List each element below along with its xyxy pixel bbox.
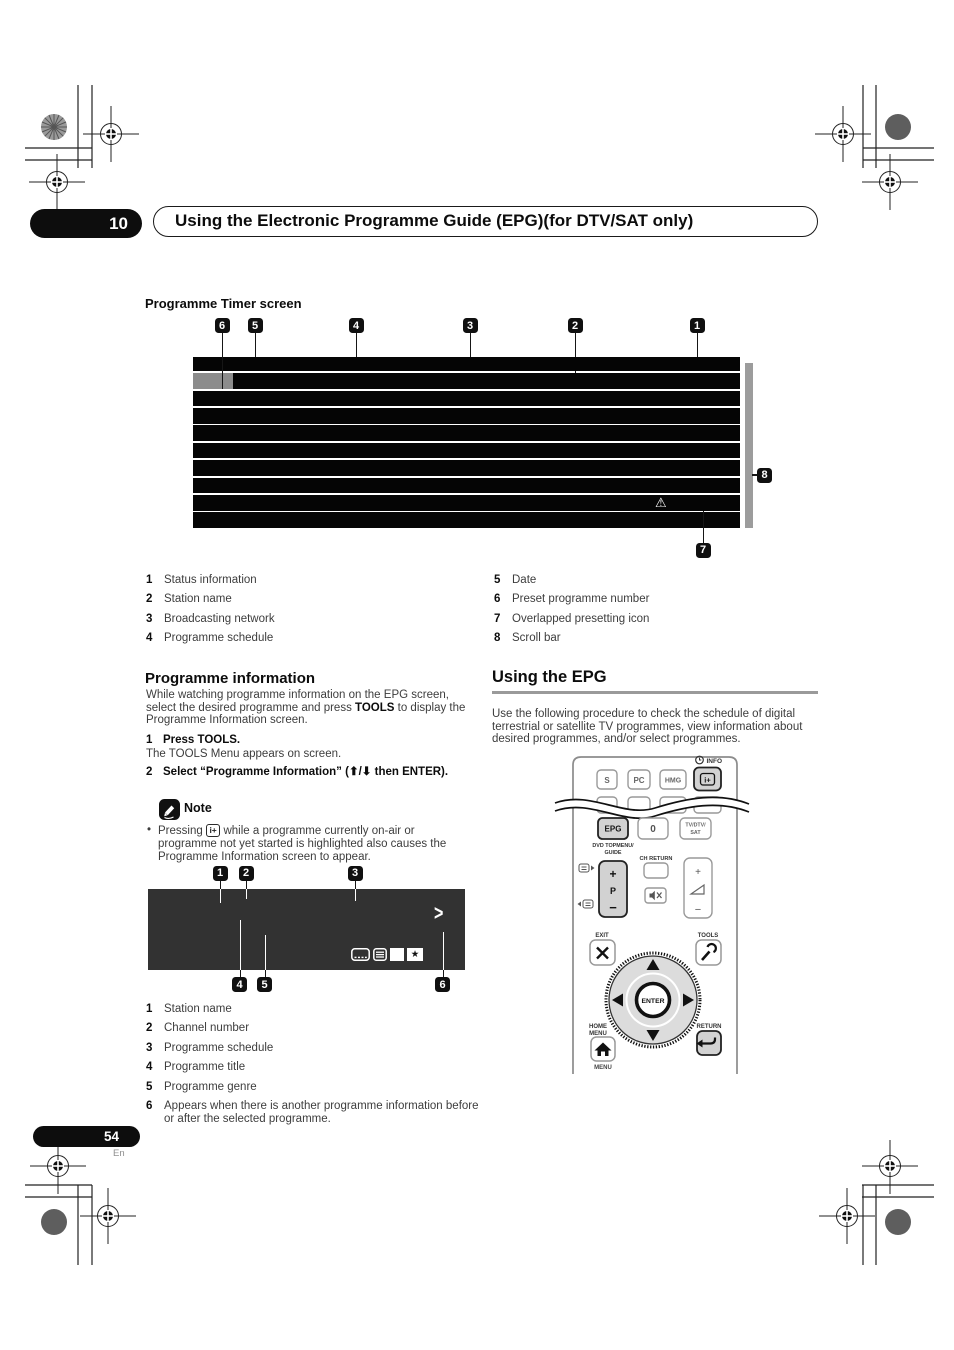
- info-callout-4: 4: [232, 977, 247, 992]
- note-text: [158, 824, 476, 864]
- leader-line: [443, 970, 444, 977]
- info-label: INFO: [706, 758, 723, 765]
- callout-8: 8: [757, 468, 772, 483]
- favourite-star-icon: ★: [407, 948, 423, 961]
- programme-information-heading: Programme information: [145, 670, 316, 687]
- legend-num: 5: [494, 574, 501, 586]
- dvd-topmenu-label-2: GUIDE: [604, 850, 622, 856]
- teletext-icon: [373, 948, 387, 961]
- timer-row: [193, 373, 740, 389]
- programme-rocker-label: P: [609, 886, 617, 896]
- info-callout-3: 3: [348, 866, 363, 881]
- legend-label: Appears when there is another programme information before or after the selected programme.: [164, 1099, 479, 1125]
- subtitle-icon: [351, 948, 370, 961]
- step-title: Press TOOLS.: [163, 734, 241, 746]
- legend-num: 1: [146, 1003, 153, 1015]
- intro-text: While watching programme information on the EPG screen, select the desired programme and press: [146, 689, 449, 714]
- timer-row: [193, 443, 740, 459]
- warning-icon: ⚠: [655, 494, 667, 510]
- legend-item: [146, 1100, 486, 1126]
- legend-label: Scroll bar: [512, 632, 561, 645]
- legend-num: 6: [146, 1099, 153, 1112]
- using-epg-heading: Using the EPG: [492, 668, 607, 686]
- legend-num: 4: [146, 632, 153, 645]
- timer-row: [193, 460, 740, 476]
- legend-item: [494, 574, 649, 587]
- legend-num: 1: [146, 574, 153, 586]
- legend-item: [146, 1003, 486, 1016]
- step-1-body: The TOOLS Menu appears on screen.: [146, 748, 342, 760]
- callout-5: 5: [248, 318, 263, 333]
- volume-down-label: −: [694, 904, 702, 916]
- legend-num: 3: [146, 612, 153, 625]
- step-num: 1: [146, 734, 153, 746]
- callout-1: 1: [690, 318, 705, 333]
- pc-button-label: PC: [633, 776, 645, 785]
- programme-up-label: +: [609, 867, 617, 881]
- leader-line: [265, 970, 266, 977]
- page-title: Using the Electronic Programme Guide (EPG)(for DTV/SAT only): [153, 206, 818, 237]
- leader-line: [220, 889, 221, 903]
- enter-button-label: ENTER: [641, 997, 665, 1005]
- legend-item: [494, 632, 649, 645]
- legend-label: Broadcasting network: [164, 612, 275, 625]
- timer-row: [193, 408, 740, 424]
- legend-item: [146, 613, 275, 626]
- info-screen-legend: [146, 1003, 486, 1132]
- legend-item: [146, 1022, 486, 1035]
- info-plus-icon: i+: [206, 824, 220, 837]
- ch-return-label: CH RETURN: [639, 856, 673, 862]
- programme-down-label: −: [609, 900, 617, 915]
- info-callout-1: 1: [213, 866, 228, 881]
- note-bullet-dot: •: [147, 824, 152, 836]
- programme-attribute-icons: [351, 948, 423, 961]
- legend-item: [146, 1061, 486, 1074]
- dvd-topmenu-label-1: DVD TOPMENU/: [592, 843, 634, 849]
- legend-num: 2: [146, 1022, 153, 1035]
- registration-marks-top-right: [794, 85, 934, 215]
- step-num: 2: [146, 766, 153, 778]
- timer-status-bar: [193, 357, 740, 371]
- exit-label: EXIT: [595, 933, 609, 939]
- info-button-label: i+: [704, 775, 711, 785]
- tv-dtv-sat-label-1: TV/DTV/: [685, 822, 706, 829]
- note-heading: Note: [184, 801, 212, 815]
- info-callout-2: 2: [239, 866, 254, 881]
- ch-return-button: [644, 863, 668, 878]
- section-rule: [492, 691, 818, 694]
- scroll-bar: [745, 363, 753, 528]
- leader-line: [240, 920, 241, 970]
- hmg-button-label: HMG: [664, 777, 682, 785]
- legend-label: Programme schedule: [164, 632, 274, 645]
- callout-7: 7: [696, 543, 711, 558]
- legend-label: Programme schedule: [164, 1041, 274, 1054]
- legend-label: Programme title: [164, 1061, 246, 1074]
- blank-attribute-icon: [390, 948, 404, 961]
- note-pencil-icon: [159, 799, 181, 821]
- legend-num: 8: [494, 632, 501, 645]
- epg-button-label: EPG: [604, 824, 622, 834]
- legend-label: Date: [512, 574, 537, 586]
- legend-item: [494, 613, 649, 626]
- registration-marks-top-left: [20, 85, 160, 215]
- zero-button-label: 0: [650, 824, 656, 835]
- legend-label: Status information: [164, 574, 257, 586]
- leader-line: [443, 932, 444, 970]
- legend-label: Overlapped presetting icon: [512, 612, 650, 625]
- note-text-pre: Pressing: [158, 825, 206, 837]
- home-menu-label-1: HOME: [589, 1024, 607, 1030]
- menu-label: MENU: [594, 1065, 612, 1071]
- legend-item: [146, 593, 275, 606]
- home-menu-label-2: MENU: [589, 1031, 607, 1037]
- tv-dtv-sat-label-2: SAT: [690, 830, 701, 836]
- timer-screen-heading: Programme Timer screen: [145, 296, 302, 311]
- tools-label: TOOLS: [697, 933, 719, 939]
- next-programme-chevron: >: [434, 903, 444, 926]
- remote-control-illustration: [553, 744, 751, 1074]
- callout-2: 2: [568, 318, 583, 333]
- legend-label: Programme genre: [164, 1080, 257, 1093]
- legend-num: 4: [146, 1061, 153, 1074]
- timer-legend-left: [146, 574, 275, 652]
- intro-text: to display the Programme Information screen.: [146, 701, 466, 727]
- legend-label: Station name: [164, 1003, 232, 1015]
- programme-timer-screen: [193, 357, 740, 530]
- timer-row: [193, 478, 740, 494]
- s-button-label: S: [604, 776, 610, 785]
- timer-row: [193, 391, 740, 407]
- step-title: Select “Programme Information” (⬆/⬇ then ENTER).: [163, 766, 449, 778]
- timer-row: [193, 495, 740, 511]
- legend-num: 5: [146, 1080, 153, 1093]
- language-label: En: [113, 1148, 125, 1159]
- info-callout-5: 5: [257, 977, 272, 992]
- legend-item: [494, 593, 649, 606]
- timer-legend-right: [494, 574, 649, 652]
- step-2: [146, 766, 486, 779]
- timer-row: [193, 425, 740, 441]
- leader-line: [222, 333, 223, 389]
- programme-information-intro: [146, 689, 478, 727]
- info-callout-6: 6: [435, 977, 450, 992]
- leader-line: [265, 935, 266, 970]
- leader-line: [703, 511, 704, 543]
- return-label: RETURN: [696, 1024, 722, 1030]
- page-number-badge: 54: [33, 1126, 140, 1147]
- callout-6: 6: [215, 318, 230, 333]
- using-epg-body: Use the following procedure to check the schedule of digital terrestrial or satellite TV programmes, view information about desired programmes, and/or select programmes.: [492, 708, 803, 746]
- legend-item: [146, 1042, 486, 1055]
- legend-item: [146, 632, 275, 645]
- selected-cell: [193, 373, 233, 389]
- note-text-post: while a programme currently on-air or programme not yet started is highlighted also causes the Programme Information screen to appear.: [158, 825, 447, 863]
- timer-row: [193, 512, 740, 528]
- legend-num: 6: [494, 593, 501, 606]
- legend-num: 3: [146, 1041, 153, 1054]
- volume-up-label: +: [695, 867, 701, 878]
- legend-label: Station name: [164, 593, 232, 606]
- registration-marks-bottom-right: [794, 1140, 934, 1270]
- callout-3: 3: [463, 318, 478, 333]
- mute-button: [645, 888, 666, 903]
- legend-num: 2: [146, 593, 153, 606]
- legend-item: [146, 1081, 486, 1094]
- callout-4: 4: [349, 318, 364, 333]
- legend-label: Preset programme number: [512, 593, 650, 606]
- legend-label: Channel number: [164, 1022, 250, 1035]
- legend-item: [146, 574, 275, 587]
- registration-marks-bottom-left: [20, 1140, 160, 1270]
- leader-line: [240, 970, 241, 977]
- chapter-number-badge: 10: [30, 209, 142, 238]
- step-1: [146, 734, 478, 747]
- tools-bold: TOOLS: [355, 701, 395, 714]
- leader-line: [246, 889, 247, 899]
- legend-num: 7: [494, 612, 501, 625]
- leader-line: [355, 889, 356, 901]
